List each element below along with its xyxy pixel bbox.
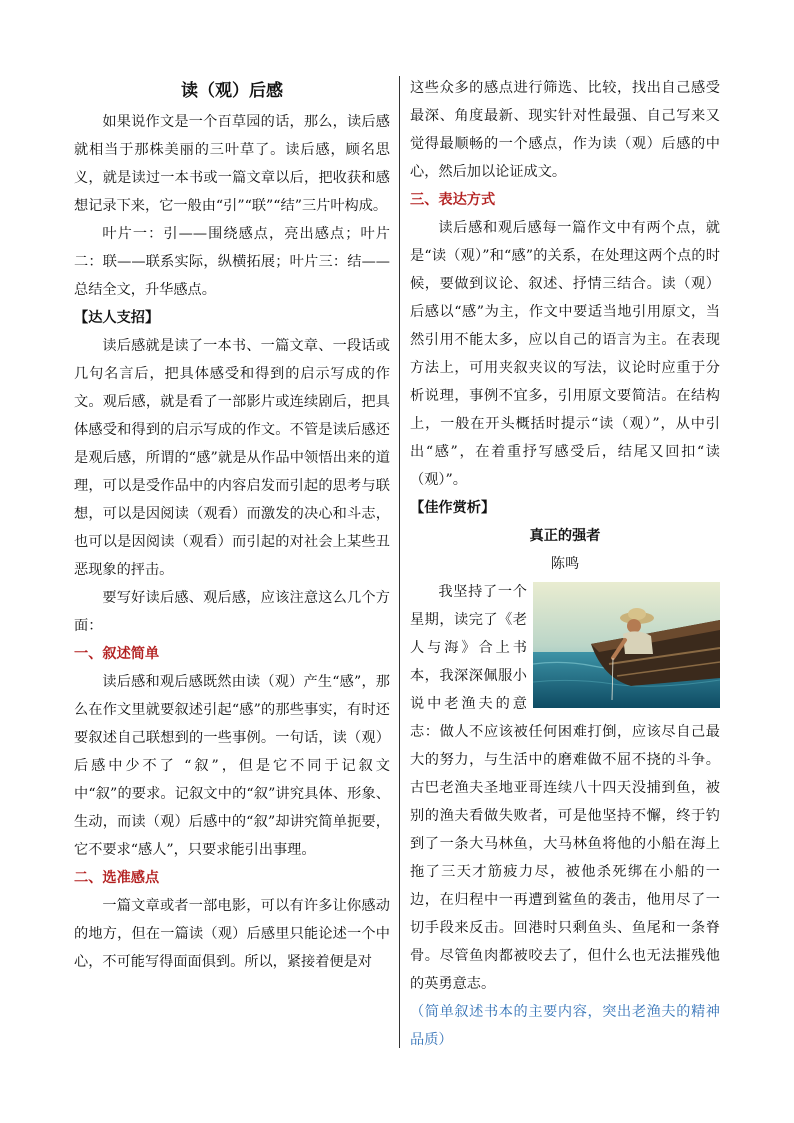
left-column (74, 74, 390, 976)
right-column (410, 74, 720, 1054)
essay-annotation: （简单叙述书本的主要内容，突出老渔夫的精神品质） (410, 1004, 720, 1048)
leaf-paragraph: 叶片一：引——围绕感点，亮出感点；叶片二：联——联系实际，纵横拓展；叶片三：结——总结全文，升华感点。 (74, 226, 390, 298)
page-title: 读（观）后感 (181, 81, 283, 101)
old-man-sea-illustration (533, 582, 720, 708)
section-3-paragraph: 读后感和观后感每一篇作文中有两个点，就是“读（观）”和“感”的关系，在处理这两个点的时候，要做到议论、叙述、抒情三结合。读（观）后感以“感”为主，作文中要适当地引用原文，当然引用不能太多，应以自己的语言为主。在表现方法上，可用夹叙夹议的写法，议论时应重于分析说理，事例不宜多，引用原文要简洁。在结构上，一般在开头概括时提示“读（观）”，从中引出“感”，在着重抒写感受后，结尾又回扣“读（观）”。 (410, 220, 720, 488)
essay-paragraph: 我坚持了一个星期，读完了《老人与海》合上书本，我深深佩服小说中老渔夫的意志：做人不应该被任何困难打倒，应该尽自己最大的努力，与生活中的磨难做不屈不挠的斗争。古巴老渔夫圣地亚哥连续八十四天没捕到鱼，被别的渔夫看做失败者，可是他坚持不懈，终于钓到了一条大马林鱼，大马林鱼将他的小船在海上拖了三天才筋疲力尽，被他杀死绑在小船的一边，在归程中一再遭到鲨鱼的袭击，他用尽了一切手段来反击。回港时只剩鱼头、鱼尾和一条脊骨。尽管鱼肉都被咬去了，但什么也无法摧残他的英勇意志。 (410, 584, 720, 992)
tips-heading: 【达人支招】 (74, 310, 160, 326)
column-divider (399, 76, 400, 1048)
intro-paragraph: 如果说作文是一个百草园的话，那么，读后感就相当于那株美丽的三叶草了。读后感，顾名思义，就是读过一本书或一篇文章以后，把收获和感想记录下来，它一般由“引”“联”“结”三片叶构成。 (74, 114, 390, 214)
tips-paragraph: 读后感就是读了一本书、一篇文章、一段话或几句名言后，把具体感受和得到的启示写成的作文。观后感，就是看了一部影片或连续剧后，把具体感受和得到的启示写成的作文。不管是读后感还是观后感，所谓的“感”就是从作品中领悟出来的道理，可以是受作品中的内容启发而引起的思考与联想，可以是因阅读（观看）而激发的决心和斗志，也可以是因阅读（观看）而引起的对社会上某些丑恶现象的抨击。 (74, 338, 390, 578)
example-heading: 【佳作赏析】 (410, 500, 496, 516)
section-heading-1: 一、叙述简单 (74, 646, 160, 662)
essay-title: 真正的强者 (529, 528, 601, 544)
section-2-continued: 这些众多的感点进行筛选、比较，找出自己感受最深、角度最新、现实针对性最强、自己写来又觉得最顺畅的一个感点，作为读（观）后感的中心，然后加以论证成文。 (410, 80, 720, 180)
aspects-paragraph: 要写好读后感、观后感，应该注意这么几个方面： (74, 590, 390, 634)
essay-author: 陈鸣 (550, 556, 580, 572)
section-heading-2: 二、选准感点 (74, 870, 160, 886)
section-heading-3: 三、表达方式 (410, 192, 496, 208)
section-2-paragraph: 一篇文章或者一部电影，可以有许多让你感动的地方，但在一篇读（观）后感里只能论述一个中心，不可能写得面面俱到。所以，紧接着便是对 (74, 898, 390, 970)
section-1-paragraph: 读后感和观后感既然由读（观）产生“感”，那么在作文里就要叙述引起“感”的那些事实，有时还要叙述自己联想到的一些事例。一句话，读（观）后感中少不了 “叙”，但是它不同于记叙文中“叙”的要求。记叙文中的“叙”讲究具体、形象、生动，而读（观）后感中的“叙”却讲究简单扼要，它不要求“感人”，只要求能引出事理。 (74, 674, 390, 858)
